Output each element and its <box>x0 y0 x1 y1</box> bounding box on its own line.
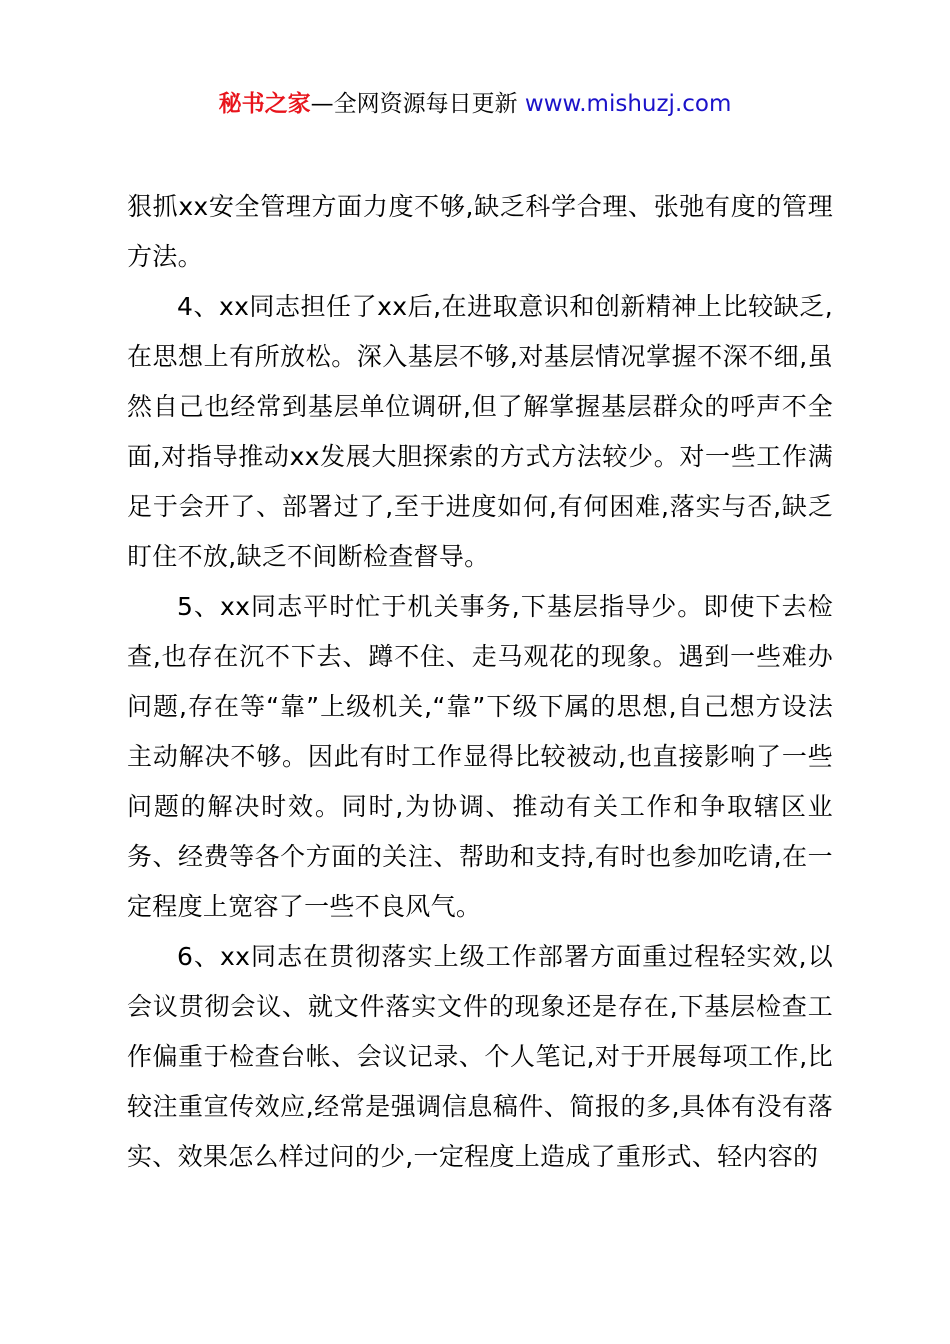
site-brand: 秘书之家 <box>218 91 311 117</box>
document-body <box>127 182 833 1182</box>
paragraph-item-6: 6、xx同志在贯彻落实上级工作部署方面重过程轻实效,以会议贯彻会议、就文件落实文件的现象还是存在,下基层检查工作偏重于检查台帐、会议记录、个人笔记,对于开展每项工作,比较注重宣传效应,经常是强调信息稿件、简报的多,具体有没有落实、效果怎么样过问的少,一定程度上造成了重形式、轻内容的 <box>127 942 833 1171</box>
site-tagline: —全网资源每日更新 <box>310 91 518 117</box>
paragraph-item-4: 4、xx同志担任了xx后,在进取意识和创新精神上比较缺乏,在思想上有所放松。深入基层不够,对基层情况掌握不深不细,虽然自己也经常到基层单位调研,但了解掌握基层群众的呼声不全面,对指导推动xx发展大胆探索的方式方法较少。对一些工作满足于会开了、部署过了,至于进度如何,有何困难,落实与否,缺乏盯住不放,缺乏不间断检查督导。 <box>127 292 833 571</box>
paragraph-item-5: 5、xx同志平时忙于机关事务,下基层指导少。即使下去检查,也存在沉不下去、蹲不住、走马观花的现象。遇到一些难办问题,存在等“靠”上级机关,“靠”下级下属的思想,自己想方设法主动解决不够。因此有时工作显得比较被动,也直接影响了一些问题的解决时效。同时,为协调、推动有关工作和争取辖区业务、经费等各个方面的关注、帮助和支持,有时也参加吃请,在一定程度上宽容了一些不良风气。 <box>127 592 833 921</box>
paragraph-continued: 狠抓xx安全管理方面力度不够,缺乏科学合理、张弛有度的管理方法。 <box>127 192 833 271</box>
site-url-link[interactable]: www.mishuzj.com <box>524 91 732 117</box>
site-header <box>0 86 950 122</box>
